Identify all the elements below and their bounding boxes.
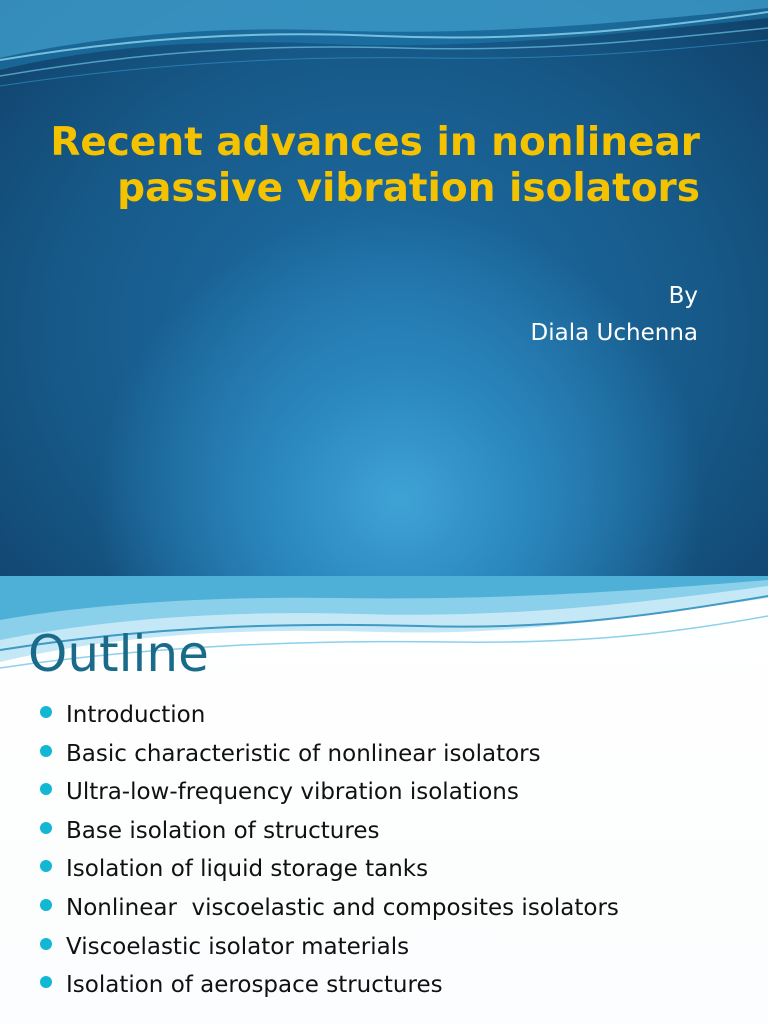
- outline-item: Isolation of aerospace structures: [38, 970, 758, 1001]
- author-name: Diala Uchenna: [530, 320, 698, 346]
- slide-title: Recent advances in nonlinear passive vibration isolators: [50, 120, 700, 211]
- outline-item: Basic characteristic of nonlinear isolators: [38, 739, 758, 770]
- bullet-icon: [40, 745, 52, 757]
- outline-heading: Outline: [28, 625, 209, 683]
- outline-item: Base isolation of structures: [38, 816, 758, 847]
- bullet-icon: [40, 822, 52, 834]
- bullet-icon: [40, 899, 52, 911]
- bullet-icon: [40, 976, 52, 988]
- bullet-icon: [40, 783, 52, 795]
- bullet-icon: [40, 938, 52, 950]
- outline-item: Ultra-low-frequency vibration isolations: [38, 777, 758, 808]
- outline-item: Isolation of liquid storage tanks: [38, 854, 758, 885]
- outline-item: Viscoelastic isolator materials: [38, 932, 758, 963]
- outline-item: Introduction: [38, 700, 758, 731]
- bullet-icon: [40, 706, 52, 718]
- outline-list: [38, 700, 758, 1009]
- byline: [298, 278, 698, 352]
- bullet-icon: [40, 860, 52, 872]
- by-label: By: [668, 283, 698, 309]
- outline-slide: [0, 576, 768, 1024]
- outline-item: Nonlinear viscoelastic and composites isolators: [38, 893, 626, 924]
- decorative-wave-header: [0, 0, 768, 100]
